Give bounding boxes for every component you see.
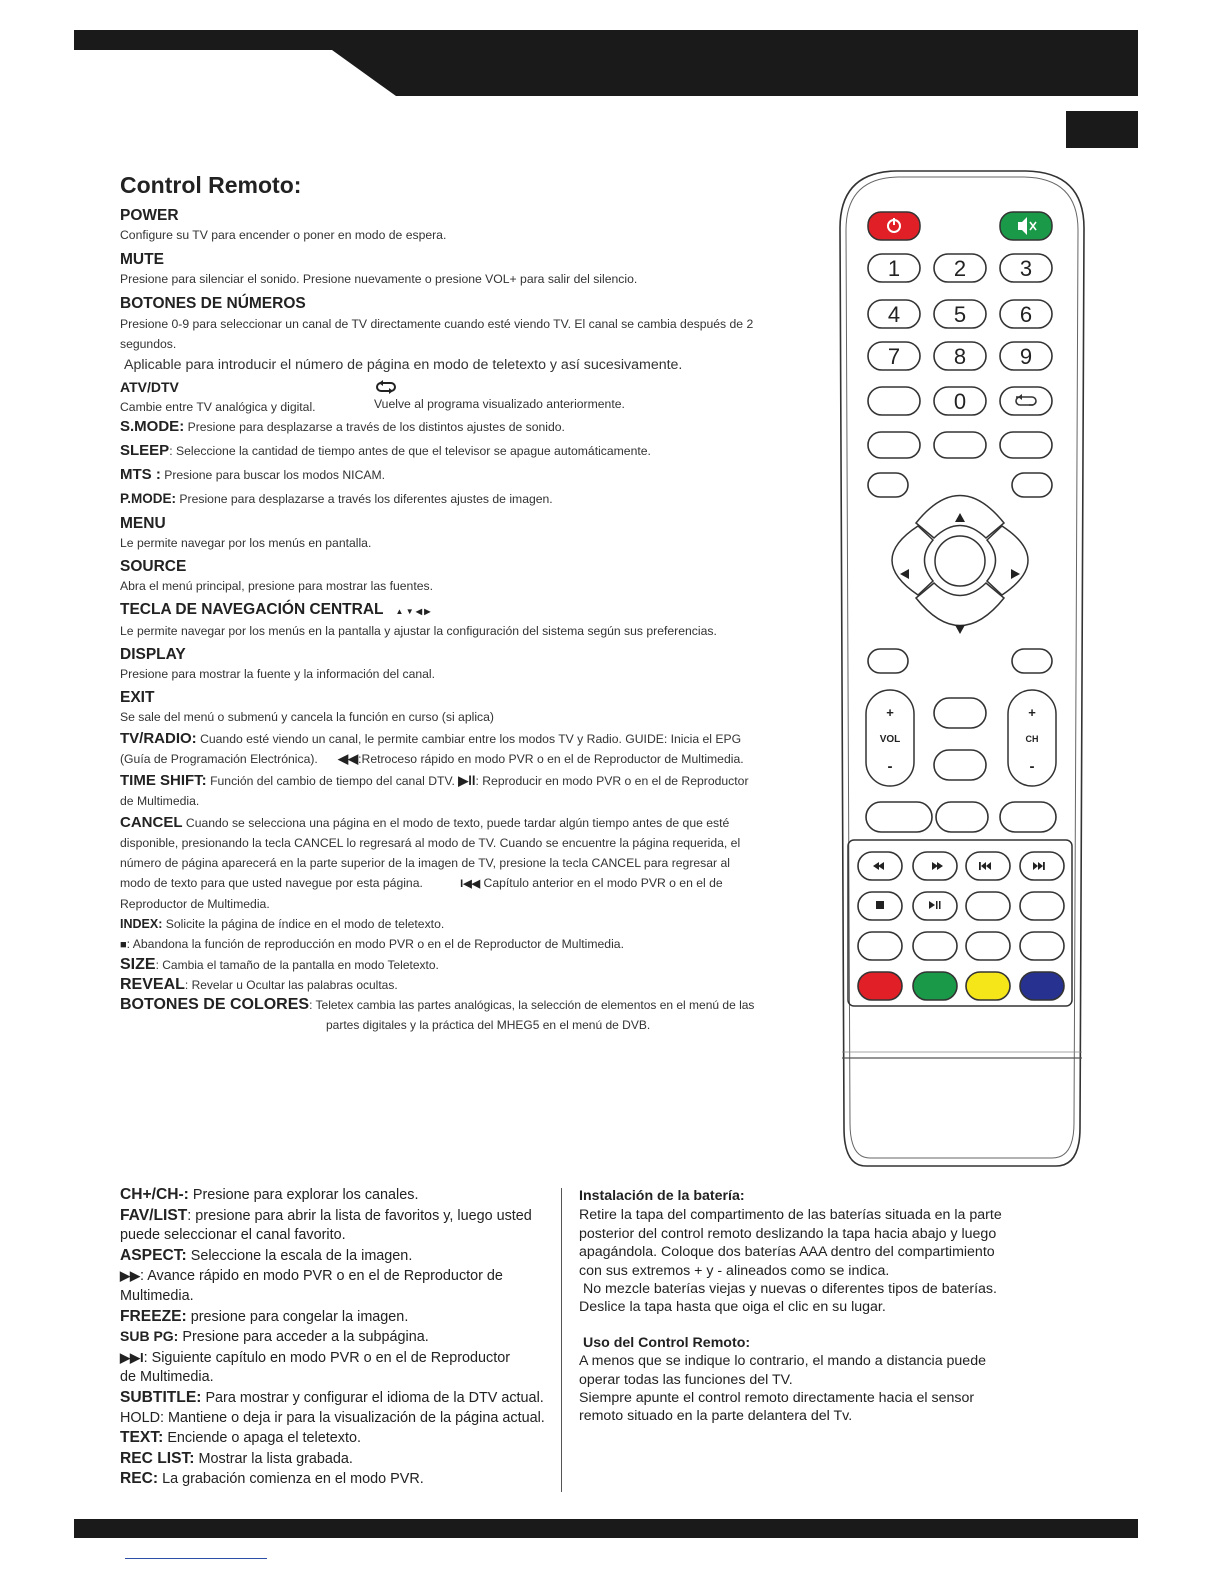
- ff-text: : Avance rápido en modo PVR o en el de Reproductor de Multimedia.: [120, 1268, 503, 1304]
- red-button[interactable]: [858, 972, 902, 1000]
- display-text: Presione para mostrar la fuente y la información del canal.: [120, 667, 436, 681]
- stop-icon: ■: [120, 939, 127, 951]
- colores-l2: partes digitales y la práctica del MHEG5 en el menú de DVB.: [326, 1018, 651, 1032]
- battery-line: apagándola. Coloque dos baterías AAA dentro del compartimiento: [579, 1244, 995, 1261]
- battery-head: Instalación de la batería:: [579, 1188, 745, 1204]
- recall-icon: [374, 380, 398, 394]
- sleep-row: SLEEP: Seleccione la cantidad de tiempo antes de que el televisor se apague automáticamente.: [120, 442, 651, 459]
- nav-left-button: [892, 526, 933, 595]
- nav-head-row: [120, 599, 810, 622]
- ch-text: Presione para explorar los canales.: [192, 1187, 419, 1203]
- tvradio-row2: [120, 749, 810, 769]
- remote-control-illustration: [836, 168, 1088, 1168]
- subpg-row: [120, 1327, 560, 1348]
- blue-button[interactable]: [1020, 972, 1064, 1000]
- sleep-button[interactable]: [934, 432, 986, 458]
- digit-label: 6: [1019, 302, 1033, 327]
- guide-button[interactable]: [934, 750, 986, 780]
- tv-radio-button[interactable]: [934, 698, 986, 728]
- text-row: [120, 1428, 560, 1449]
- timeshift-row2: de Multimedia.: [120, 794, 200, 808]
- colores-row2: [120, 1015, 810, 1035]
- menu-button[interactable]: [868, 473, 908, 497]
- cancel-button[interactable]: [1020, 892, 1064, 920]
- atv-dtv-button[interactable]: [868, 387, 920, 415]
- fav-button[interactable]: [866, 802, 932, 832]
- fast-forward-icon: ▶▶: [120, 1268, 140, 1284]
- timeshift-text2: : Reproducir en modo PVR o en el de Reproductor: [475, 774, 749, 788]
- atv-recall-pair: [120, 377, 810, 415]
- section-power-text: Configure su TV para encender o poner en modo de espera.: [120, 228, 447, 242]
- size-row: [120, 955, 810, 975]
- section-numbers-text: Presione 0-9 para seleccionar un canal de TV directamente cuando esté viendo TV. El canal se cambia después de 2 segundos.: [120, 317, 754, 351]
- freeze-head: FREEZE:: [120, 1307, 187, 1325]
- ch-plus: +: [1028, 705, 1036, 720]
- ch-head: CH+/CH-:: [120, 1186, 189, 1203]
- usage-line: A menos que se indique lo contrario, el mando a distancia puede: [579, 1353, 986, 1370]
- aspect-row: [120, 1246, 560, 1267]
- cancel-l4b: Capítulo anterior en el modo PVR o en el de: [483, 876, 723, 890]
- section-mute-head: MUTE: [120, 251, 164, 268]
- index-button[interactable]: [966, 892, 1010, 920]
- vol-label: VOL: [879, 734, 901, 745]
- nav-ok-button: [935, 536, 985, 586]
- reveal-head: REVEAL: [120, 976, 185, 993]
- usage-line: Siempre apunte el control remoto directamente hacia el sensor: [579, 1390, 975, 1407]
- reclist-text: Mostrar la lista grabada.: [198, 1450, 353, 1467]
- colores-row: [120, 995, 810, 1015]
- mts-text: Presione para buscar los modos NICAM.: [164, 468, 386, 482]
- nav-text: Le permite navegar por los menús en la pantalla y ajustar la configuración del sistema según sus preferencias.: [120, 624, 717, 638]
- size-text: : Cambia el tamaño de la pantalla en modo Teletexto.: [155, 958, 439, 972]
- cancel-row3: número de página aparecerá en la parte superior de la imagen de TV, presione la tecla CANCEL para regresar al: [120, 856, 730, 870]
- digit-label: 4: [887, 302, 901, 327]
- text-head: TEXT:: [120, 1429, 164, 1447]
- cancel-row1: [120, 813, 810, 833]
- battery-line: Deslice la tapa hasta que oiga el clic en su lugar.: [579, 1299, 886, 1316]
- text-button[interactable]: [1020, 932, 1064, 960]
- next-row: [120, 1348, 560, 1369]
- recall-text: Vuelve al programa visualizado anteriormente.: [374, 397, 625, 411]
- source-head: SOURCE: [120, 558, 187, 575]
- yellow-button[interactable]: [966, 972, 1010, 1000]
- vol-plus: +: [886, 705, 894, 720]
- fav-head: FAV/LIST: [120, 1206, 188, 1224]
- subpg-text: Presione para acceder a la subpágina.: [182, 1329, 429, 1346]
- source-button[interactable]: [1012, 473, 1052, 497]
- prev-chapter-icon: I◀◀: [460, 878, 481, 890]
- stop-row: [120, 934, 810, 955]
- ff-row: [120, 1266, 560, 1306]
- colores-l1: : Teletex cambia las partes analógicas, la selección de elementos en el menú de las: [309, 998, 755, 1012]
- aspect-head: ASPECT:: [120, 1246, 187, 1264]
- smode-button[interactable]: [868, 432, 920, 458]
- play-pause-icon: ▶ll: [458, 773, 476, 788]
- section-numbers-extra: Aplicable para introducir el número de página en modo de teletexto y así sucesivamente.: [124, 357, 683, 373]
- tvradio-row: TV/RADIO: Cuando esté viendo un canal, le permite cambiar entre los modos TV y Radio. GUIDE: Inicia el EPG: [120, 730, 742, 747]
- digit-label: 9: [1019, 344, 1033, 369]
- subpg-head: SUB PG:: [120, 1328, 179, 1345]
- nav-cluster: [892, 496, 1028, 635]
- section-numbers-head: BOTONES DE NÚMEROS: [120, 295, 306, 312]
- timeshift-head: TIME SHIFT:: [120, 772, 207, 789]
- menu-head: MENU: [120, 515, 166, 532]
- power-button: [868, 212, 920, 240]
- rec-text: La grabación comienza en el modo PVR.: [162, 1471, 424, 1488]
- exit-button[interactable]: [1012, 649, 1052, 673]
- freeze-text: presione para congelar la imagen.: [190, 1308, 409, 1325]
- cancel-row2: disponible, presionando la tecla CANCEL lo regresará al modo de TV. Cuando se encuentre la página requerida, el: [120, 836, 741, 850]
- page-tab-marker: [1066, 111, 1138, 148]
- subtitle-head: SUBTITLE:: [120, 1388, 202, 1406]
- fav-text: : presione para abrir la lista de favoritos y, luego usted puede seleccionar el canal favorito.: [120, 1207, 532, 1244]
- cancel-row4: [120, 873, 810, 894]
- colores-head: BOTONES DE COLORES: [120, 996, 310, 1013]
- text-text: Enciende o apaga el teletexto.: [167, 1430, 361, 1447]
- bottom-left-column: [120, 1185, 560, 1490]
- cancel-head: CANCEL: [120, 814, 183, 831]
- header-bar: [74, 30, 1138, 96]
- cancel-row5: Reproductor de Multimedia.: [120, 897, 270, 911]
- ch-label: CH: [1025, 734, 1039, 744]
- index-row: [120, 914, 810, 934]
- usage-head: Uso del Control Remoto:: [583, 1334, 751, 1351]
- rec-head: REC:: [120, 1470, 159, 1488]
- section-power-head: POWER: [120, 207, 179, 224]
- playback-icons: [873, 862, 1045, 909]
- aspect-text: Seleccione la escala de la imagen.: [190, 1247, 413, 1264]
- vol-minus: -: [887, 758, 893, 775]
- menu-text: Le permite navegar por los menús en pantalla.: [120, 536, 372, 550]
- display-button[interactable]: [868, 649, 908, 673]
- exit-head: EXIT: [120, 689, 155, 706]
- nav-down-button: [916, 583, 1004, 626]
- reveal-button[interactable]: [913, 932, 957, 960]
- tvradio-text2: (Guía de Programación Electrónica).: [120, 752, 318, 766]
- ch-row: [120, 1185, 560, 1206]
- smode-row: S.MODE: Presione para desplazarse a través de los distintos ajustes de sonido.: [120, 418, 565, 435]
- fav-row: [120, 1206, 560, 1246]
- tvradio-text3: :Retroceso rápido en modo PVR o en el de Reproductor de Multimedia.: [358, 752, 744, 766]
- digit-label: 0: [953, 389, 967, 414]
- sleep-head: SLEEP: [120, 442, 170, 459]
- battery-line: con sus extremos + y - alineados como se indica.: [579, 1262, 890, 1279]
- pmode-row: [120, 489, 810, 509]
- smode-text: Presione para desplazarse a través de los distintos ajustes de sonido.: [187, 420, 565, 434]
- pmode-head: P.MODE:: [120, 491, 177, 506]
- reclist-head: REC LIST:: [120, 1449, 195, 1467]
- smode-head: S.MODE: [120, 418, 180, 435]
- sleep-text: Seleccione la cantidad de tiempo antes de que el televisor se apague automáticamente.: [175, 444, 651, 458]
- mts-row: [120, 465, 810, 485]
- ch-minus: -: [1029, 758, 1035, 775]
- footer-bar: [74, 1519, 1138, 1538]
- atv-head: ATV/DTV: [120, 379, 179, 395]
- digit-label: 7: [887, 344, 901, 369]
- pmode-text: Presione para desplazarse a través los diferentes ajustes de imagen.: [179, 492, 553, 506]
- subtitle-text: Para mostrar y configurar el idioma de la DTV actual.: [205, 1389, 544, 1406]
- subtitle-row: [120, 1388, 560, 1409]
- reveal-text: : Revelar u Ocultar las palabras ocultas.: [184, 978, 398, 992]
- mts-button[interactable]: [1000, 432, 1052, 458]
- subpage-button[interactable]: [966, 932, 1010, 960]
- bottom-right-column: [579, 1187, 1019, 1426]
- green-button[interactable]: [913, 972, 957, 1000]
- page-title: Control Remoto:: [120, 172, 302, 198]
- usage-line: operar todas las funciones del TV.: [579, 1371, 793, 1388]
- rewind-icon: ◀◀: [338, 751, 359, 766]
- index-text: Solicite la página de índice en el modo de teletexto.: [165, 917, 445, 931]
- next-chapter-icon: ▶▶I: [120, 1349, 144, 1365]
- size-button[interactable]: [858, 932, 902, 960]
- digit-label: 2: [953, 256, 967, 281]
- display-head: DISPLAY: [120, 646, 186, 663]
- tvradio-text1: Cuando esté viendo un canal, le permite cambiar entre los modos TV y Radio. GUIDE: Inicia el EPG: [200, 732, 742, 746]
- size-head: SIZE: [120, 956, 156, 973]
- main-text-column: [120, 205, 810, 1035]
- battery-line: Retire la tapa del compartimento de las baterías situada en la parte: [579, 1207, 1002, 1224]
- freeze-row: [120, 1307, 560, 1328]
- timeshift-row: [120, 771, 810, 791]
- timeshift-text1: Función del cambio de tiempo del canal DTV.: [210, 774, 455, 788]
- exit-text: Se sale del menú o submenú y cancela la función en curso (si aplica): [120, 710, 494, 724]
- freeze-button[interactable]: [1000, 802, 1056, 832]
- cancel-l4: modo de texto para que usted navegue por esta página.: [120, 876, 423, 890]
- digit-label: 3: [1019, 256, 1033, 281]
- reclist-row: [120, 1449, 560, 1470]
- index-head: INDEX:: [120, 917, 163, 931]
- aspect-button[interactable]: [936, 802, 988, 832]
- rec-row: [120, 1469, 560, 1490]
- recall-button[interactable]: [1000, 387, 1052, 415]
- nav-right-button: [987, 526, 1028, 595]
- atv-text: Cambie entre TV analógica y digital.: [120, 400, 316, 414]
- usage-line: remoto situado en la parte delantera del Tv.: [579, 1408, 853, 1425]
- tvradio-head: TV/RADIO: [120, 730, 192, 747]
- cancel-l1: Cuando se selecciona una página en el modo de texto, puede tardar algún tiempo antes de que esté: [185, 816, 730, 830]
- nav-arrows-icon: ▲ ▼ ◀ ▶: [395, 607, 431, 616]
- digit-button-group: [868, 254, 1052, 415]
- footer-link-underline: [125, 1558, 267, 1559]
- stop-text: : Abandona la función de reproducción en modo PVR o en el de Reproductor de Multimedia.: [126, 937, 624, 951]
- digit-label: 5: [953, 302, 967, 327]
- digit-label: 8: [953, 344, 967, 369]
- battery-line: posterior del control remoto deslizando la tapa hacia abajo y luego: [579, 1225, 997, 1242]
- reveal-row: [120, 975, 810, 995]
- source-text: Abra el menú principal, presione para mostrar las fuentes.: [120, 579, 433, 593]
- nav-head: TECLA DE NAVEGACIÓN CENTRAL: [120, 601, 384, 618]
- next-text1: : Siguiente capítulo en modo PVR o en el de Reproductor: [143, 1349, 511, 1366]
- column-divider: [561, 1188, 562, 1492]
- digit-label: 1: [887, 256, 901, 281]
- hold-row: HOLD: Mantiene o deja ir para la visualización de la página actual.: [120, 1409, 545, 1426]
- next-row2: de Multimedia.: [120, 1369, 214, 1386]
- mts-head: MTS :: [120, 466, 161, 483]
- section-mute-text: Presione para silenciar el sonido. Presione nuevamente o presione VOL+ para salir del silencio.: [120, 272, 638, 286]
- play-pause-button[interactable]: [913, 892, 957, 920]
- battery-line: No mezcle baterías viejas y nuevas o diferentes tipos de baterías.: [579, 1281, 997, 1298]
